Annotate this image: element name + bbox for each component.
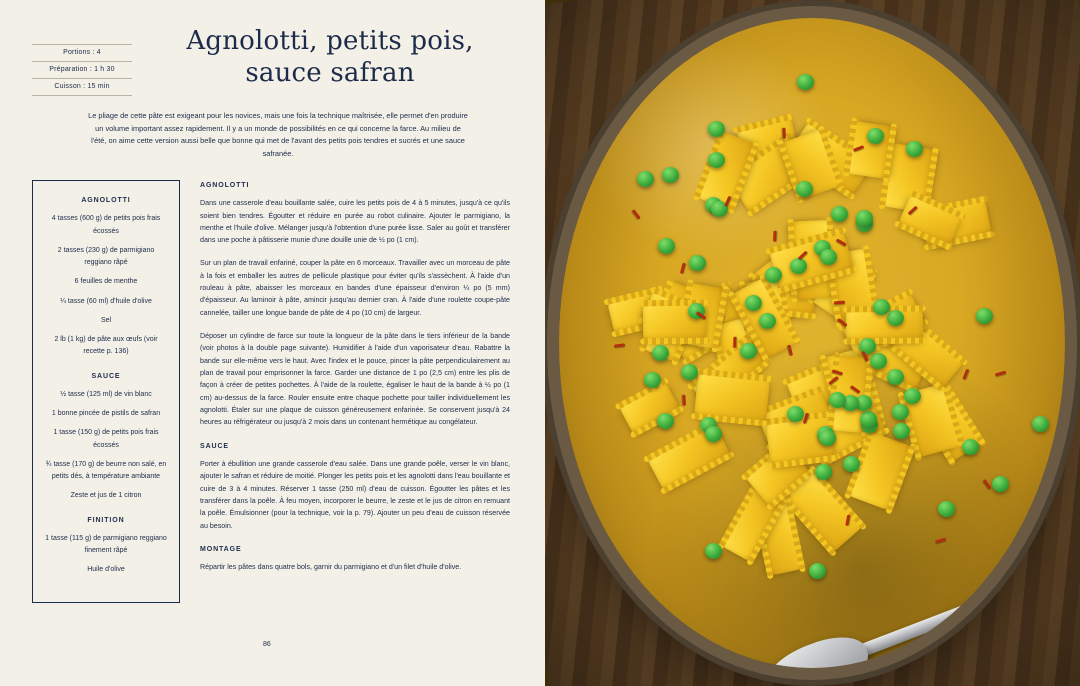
instruction-paragraph: Répartir les pâtes dans quatre bols, garnir du parmigiano et d'un filet d'huile d'olive.	[200, 563, 462, 572]
instruction-paragraph: Porter à ébullition une grande casserole d'eau salée. Dans une grande poêle, verser le vin blanc, ajouter le safran et réduire de moitié. Plonger les petits pois et les agnolotti dans l'eau bouillante et cuire de 3 à 4 minutes. Réserver 1 tasse (250 ml) d'eau de cuisson. Égoutter les pâtes et les transférer dans la poêle. À feu moyen, incorporer le beurre, le zeste et le jus de citron en remuant la poêle. Émulsionner (pour la technique, voir la p. 79). Ajouter un peu d'eau de cuisson réservée au besoin.	[200, 459, 510, 530]
ingredient-item: 1 tasse (150 g) de petits pois frais écossés	[53, 429, 159, 449]
instructions-column	[200, 180, 510, 584]
ingredient-item: Huile d'olive	[87, 566, 125, 574]
instruction-section-heading: AGNOLOTTI	[200, 182, 250, 189]
green-pea	[831, 206, 848, 222]
ingredient-item: Zeste et jus de 1 citron	[70, 492, 142, 500]
meta-cuisson: Cuisson : 15 min	[32, 79, 132, 96]
instruction-paragraph: Sur un plan de travail enfariné, couper la pâte en 6 morceaux. Travailler avec un morceau de pâte à la fois et emballer les autres de pellicule plastique pour éviter qu'ils s'assèchent. À l'aide d'un rouleau à pâte, abaisser les morceaux en bandes d'une épaisseur d'environ ¼ po (5 mm) d'épaisseur. Au laminoir à pâte, amincir jusqu'au dernier cran. À l'aide d'une roulette coupe-pâte cannelée, tailler une longue bande de pâte de 4 po (10 cm) de largeur.	[200, 259, 510, 317]
meta-portions: Portions : 4	[32, 44, 132, 62]
agnolotti-piece	[694, 372, 770, 424]
skillet	[559, 18, 1065, 668]
ingredient-item: 1 bonne pincée de pistils de safran	[51, 410, 161, 417]
page-number: 86	[263, 641, 271, 648]
green-pea	[992, 476, 1009, 492]
saffron-thread	[773, 231, 776, 242]
green-pea	[797, 74, 814, 90]
ingredient-item: 6 feuilles de menthe	[74, 278, 138, 286]
green-pea	[867, 128, 884, 144]
meta-preparation: Préparation : 1 h 30	[32, 62, 132, 79]
page-title	[150, 26, 510, 89]
green-pea	[860, 411, 877, 427]
ingredients-panel	[32, 180, 180, 603]
recipe-photo	[545, 0, 1080, 686]
ingredient-item: ¼ tasse (60 ml) d'huile d'olive	[60, 297, 152, 305]
green-pea	[637, 171, 654, 187]
ingredient-item: Sel	[100, 316, 112, 324]
instruction-paragraph: Dans une casserole d'eau bouillante salée, cuire les petits pois de 4 à 5 minutes, jusqu'à ce qu'ils soient bien tendres. Égoutter et réduire en purée au robot culinaire. Ajouter le parmigiano, la menthe et l'huile d'olive. Mélanger jusqu'à l'obtention d'une purée lisse. Saler au goût et transférer dans une poche à pâtisserie munie d'une douille unie de ½ po (1 cm).	[200, 199, 510, 245]
instruction-paragraph: Déposer un cylindre de farce sur toute la longueur de la pâte dans le tiers inférieur de la bande (voir photos à la double page suivante). Humidifier à l'aide d'un vaporisateur d'eau. Rabattre la bande sur elle-même vers le haut. Avec l'index et le pouce, pincer la pâte perpendiculairement au plan de travail pour emprisonner la farce. Garder une distance de 1 po (2,5 cm) entre les plis de façon à créer de petites pochettes. À l'aide de la roulette, égaliser le haut de la bande à ½ po (1 cm) au-dessus de la farce. Rouler ensuite entre chaque pochette pour tailler individuellement les agnolotti. Étaler sur une plaque de cuisson généreusement enfarinée. Se conservent jusqu'à 24 heures au réfrigérateur ou jusqu'à 2 mois dans un contenant hermétique au congélateur.	[200, 332, 510, 427]
instruction-section-heading: SAUCE	[200, 442, 230, 450]
instruction-section-heading: MONTAGE	[200, 545, 242, 553]
saffron-thread	[834, 301, 845, 304]
ingredient-item: 2 lb (1 kg) de pâte aux œufs (voir recette p. 136)	[54, 336, 158, 356]
green-pea	[708, 121, 725, 137]
saffron-thread	[733, 337, 736, 348]
green-pea	[745, 295, 762, 311]
ingredient-item: 4 tasses (600 g) de petits pois frais écossés	[51, 215, 161, 235]
page-title-line: Agnolotti, petits pois,	[186, 26, 474, 56]
page-title-line: sauce safran	[245, 57, 415, 88]
ingredient-item: ½ tasse (125 ml) de vin blanc	[60, 390, 152, 398]
green-pea	[938, 501, 955, 517]
ingredient-item: 2 tasses (230 g) de parmigiano reggiano râpé	[57, 246, 155, 266]
green-pea	[796, 181, 813, 197]
green-pea	[765, 267, 782, 283]
green-pea	[759, 313, 776, 329]
recipe-meta	[32, 44, 132, 96]
ingredient-item: 1 tasse (115 g) de parmigiano reggiano finement râpé	[45, 534, 167, 554]
photo-background	[545, 0, 1080, 686]
recipe-intro: Le pliage de cette pâte est exigeant pour les novices, mais une fois la technique maîtrisée, elle permet d'en produire un volume important assez rapidement. Il y a un monde de possibilités en ce qui concerne la farce. Au milieu de l'été, on aime cette version aussi belle que bonne qui met de l'avant des petits pois tendres et sucrés et une sauce safranée.	[88, 111, 468, 159]
green-pea	[820, 249, 837, 265]
ingredient-group-heading: FINITION	[87, 516, 125, 524]
green-pea	[1032, 416, 1049, 432]
green-pea	[904, 388, 921, 404]
ingredient-item: ¾ tasse (170 g) de beurre non salé, en petits dés, à température ambiante	[45, 460, 167, 480]
green-pea	[681, 364, 698, 380]
ingredient-group-heading: SAUCE	[91, 372, 121, 380]
green-pea	[873, 299, 890, 315]
green-pea	[892, 404, 909, 420]
ingredient-group-heading: AGNOLOTTI	[81, 197, 131, 204]
green-pea	[652, 345, 669, 361]
green-pea	[829, 392, 846, 408]
